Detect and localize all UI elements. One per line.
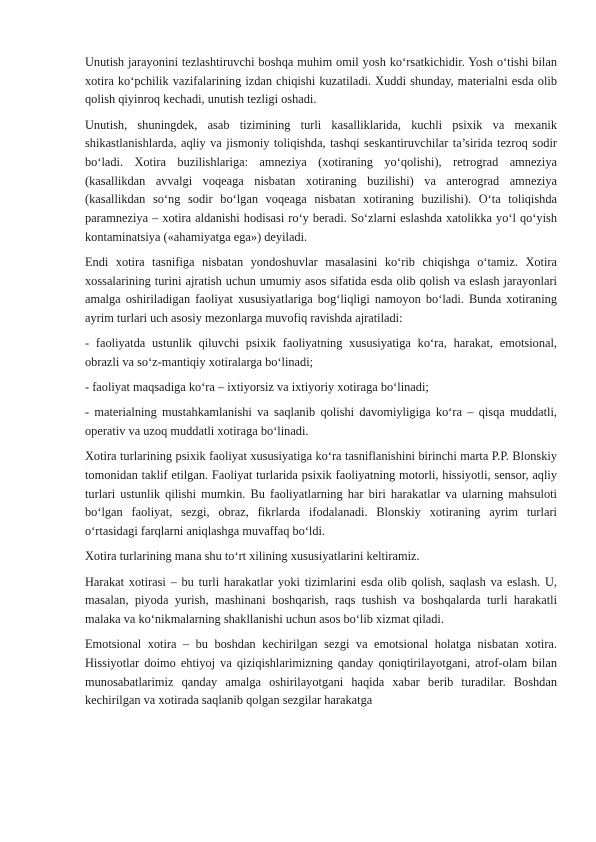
paragraph: Unutish jarayonini tezlashtiruvchi boshqa muhim omil yosh ko‘rsatkichidir. Yosh o‘tishi bilan xotira ko‘pchilik vazifalarining izdan chiqishi kuzatiladi. Xuddi shunday, materialni esda olib qolish qiyinroq kechadi, unutish tezligi oshadi. bbox=[85, 55, 557, 107]
paragraph: Xotira turlarining psixik faoliyat xususiyatiga ko‘ra tasniflanishini birinchi marta P.P. Blonskiy tomonidan taklif etilgan. Faoliyat turlarida psixik faoliyatning motorli, hissiyotli, sensor, aqliy turlari ustunlik qilishi mumkin. Bu faoliyatlarning har biri harakatlar va ularning mahsuloti bo‘lgan faoliyat, sezgi, obraz, fikrlarda ifodalanadi. Blonskiy xotiraning ayrim turlari o‘rtasidagi farqlarni aniqlashga muvaffaq bo‘ldi. bbox=[85, 449, 557, 539]
paragraph: Harakat xotirasi – bu turli harakatlar yoki tizimlarini esda olib qolish, saqlash va eslash. U, masalan, piyoda yurish, mashinani boshqarish, raqs tushish va boshqalarda turli harakatli malaka va ko‘nikmalarning shakllanishi uchun asos bo‘lib xizmat qiladi. bbox=[85, 574, 557, 626]
paragraph: Emotsional xotira – bu boshdan kechirilgan sezgi va emotsional holatga nisbatan xotira. Hissiyotlar doimo ehtiyoj va qiziqishlarimizning qanday qoniqtirilayotgani, atrof-olam bilan munosabatlarimiz qanday amalga oshirilayotgani haqida xabar berib turadilar. Boshdan kechirilgan va xotirada saqlanib qolgan sezgilar harakatga bbox=[85, 637, 557, 708]
list-item: - faoliyatda ustunlik qiluvchi psixik faoliyatning xususiyatiga ko‘ra, harakat, emotsional, obrazli va so‘z-mantiqiy xotiralarga bo‘linadi; bbox=[85, 336, 557, 370]
list-item: - faoliyat maqsadiga ko‘ra – ixtiyorsiz va ixtiyoriy xotiraga bo‘linadi; bbox=[85, 380, 429, 395]
paragraph: Unutish, shuningdek, asab tizimining turli kasalliklarida, kuchli psixik va mexanik shikastlanishlarda, aqliy va jismoniy toliqishda, tashqi seskantiruvchilar ta’sirida tezroq sodir bo‘ladi. Xotira buzilishlariga: amneziya (xotiraning yo‘qolishi), retrograd amneziya (kasallikdan avvalgi voqeaga nisbatan xotiraning buzilishi) va anterograd amneziya (kasallikdan so‘ng sodir bo‘lgan voqeaga nisbatan xotiraning buzilishi). O‘ta toliqishda paramneziya – xotira aldanishi hodisasi ro‘y beradi. So‘zlarni eslashda xatolikka yo‘l qo‘yish kontaminatsiya («ahamiyatga ega») deyiladi. bbox=[85, 117, 557, 244]
document-body bbox=[85, 53, 557, 717]
paragraph: Endi xotira tasnifiga nisbatan yondoshuvlar masalasini ko‘rib chiqishga o‘tamiz. Xotira xossalarining turini ajratish uchun umumiy asos sifatida esda olib qolish va eslash jarayonlari amalga oshiriladigan faoliyat xususiyatlariga bog‘liqligi namoyon bo‘ladi. Bunda xotiraning ayrim turlari uch asosiy mezonlarga muvofiq ravishda ajratiladi: bbox=[85, 255, 557, 326]
list-item: - materialning mustahkamlanishi va saqlanib qolishi davomiyligiga ko‘ra – qisqa muddatli, operativ va uzoq muddatli xotiraga bo‘linadi. bbox=[85, 405, 557, 439]
paragraph: Xotira turlarining mana shu to‘rt xilining xususiyatlarini keltiramiz. bbox=[85, 549, 420, 564]
